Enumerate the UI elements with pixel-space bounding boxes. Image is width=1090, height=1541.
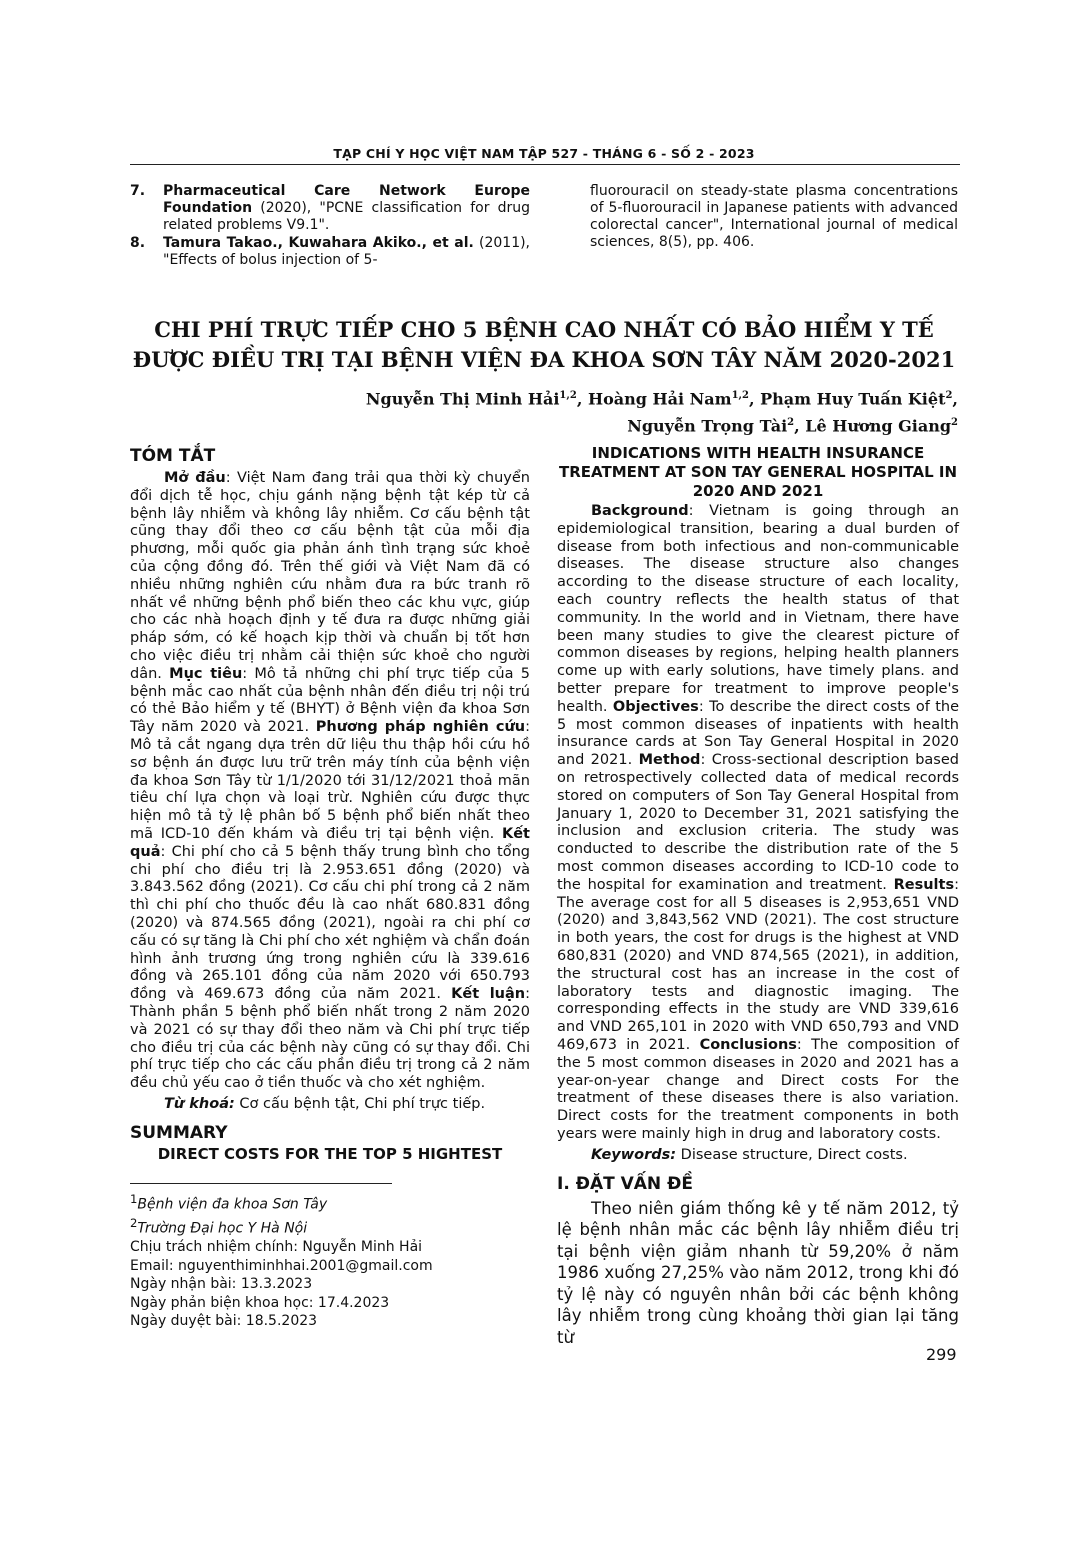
abstract-text: : Mô tả cắt ngang dựa trên dữ liệu thu thập hồi cứu hồ sơ bệnh án được lưu trữ trên máy tính của bệnh viện đa khoa Sơn Tây từ 1/1/2020 tới 31/12/2021 thoả mãn tiêu chí lựa chọn và loại trừ. Nghiên cứu được thực hiện mô tả tỷ lệ phân bố 5 bệnh phổ biến nhất theo mã ICD-10 đến khám và điều trị tại bệnh viện. [130, 719, 530, 842]
affiliation-1 [130, 1190, 530, 1214]
abstract-text: : Thành phần 5 bệnh phổ biến nhất trong 2 năm 2020 và 2021 có sự thay đổi theo năm và Chi phí trực tiếp cho điều trị của các bệnh này cũng có sự thay đổi. Chi phí trực tiếp cho các cấu phần điều trị trong cả 2 năm đều chủ yếu cao ở tiền thuốc và cho xét nghiệm. [130, 986, 530, 1092]
vn-abstract-heading: TÓM TẮT [130, 446, 216, 466]
received-date: Ngày nhận bài: 13.3.2023 [130, 1276, 313, 1293]
abstract-text: : Vietnam is going through an epidemiological transition, bearing a dual burden of disease from both infectious and non-communicable diseases. The disease structure also changes according to the disease structure of each locality, each country reflects the health status of that community. In the world and in Vietnam, there have been many studies to give the clearest picture of common diseases by regions, helping health planners come up with early solutions, have timely plans. and better prepare for treatment to improve people's health. [557, 503, 959, 715]
reference-authors: Pharmaceutical Care Network Europe Foundation [163, 183, 530, 216]
author-line-2 [366, 411, 958, 438]
abstract-text: : To describe the direct costs of the 5 most common diseases of inpatients with health insurance cards at Son Tay General Hospital in 2020 and 2021. [557, 698, 960, 769]
author-separator: , [576, 389, 588, 409]
vn-keywords [130, 1095, 530, 1113]
author-separator: , [748, 389, 761, 409]
reference-authors: Tamura Takao., Kuwahara Akiko., et al. [163, 235, 474, 251]
footnotes [130, 1190, 530, 1331]
author-affiliation: 1,2 [559, 390, 577, 401]
footnote-rule [130, 1183, 392, 1184]
keywords-label: Từ khoá: [164, 1095, 235, 1112]
reference-text: (2020), "PCNE classification for drug related problems V9.1". [163, 200, 530, 233]
title-line-1: CHI PHÍ TRỰC TIẾP CHO 5 BỆNH CAO NHẤT CÓ BẢO HIỂM Y TẾ [154, 317, 934, 342]
contact-email: Email: nguyenthiminhhai.2001@gmail.com [130, 1257, 433, 1274]
affiliation-text: Bệnh viện đa khoa Sơn Tây [137, 1196, 328, 1213]
left-column [130, 446, 530, 1164]
article-title [130, 315, 958, 375]
author-affiliation: 1,2 [731, 390, 749, 401]
author-affiliation: 2 [951, 417, 958, 429]
journal-header: TẠP CHÍ Y HỌC VIỆT NAM TẬP 527 - THÁNG 6 - SỐ 2 - 2023 [333, 146, 755, 161]
author-name: Lê Hương Giang [805, 416, 952, 436]
abstract-label: Results [893, 876, 955, 893]
abstract-label: Method [638, 752, 701, 769]
author-list [366, 384, 958, 439]
author-affiliation: 2 [945, 390, 953, 401]
header-rule [130, 164, 960, 165]
abstract-text: : Cross-sectional description based on retrospectively collected data of medical records stored on computers of Son Tay General Hospital from January 1, 2020 to December 31, 2021 satisfying the inclusion and exclusion criteria. The study was conducted to describe the distribution rate of the 5 most common diseases according to ICD-10 code to the hospital for examination and treatment. [557, 752, 959, 893]
author-name: Nguyễn Trọng Tài [627, 416, 788, 436]
author-separator: , [952, 389, 958, 409]
section-heading-introduction: I. ĐẶT VẤN ĐỀ [557, 1173, 693, 1194]
reference-number: 8. [130, 235, 146, 251]
abstract-text: : Chi phí cho cả 5 bệnh thấy trung bình cho tổng chi phí cho điều trị là 2.953.651 đồng (2020) và 3.843.562 đồng (2021). Cơ cấu chi phí trong cả 2 năm thì chi phí cho thuốc đều là cao nhất 680.831 đồng (2020) và 874.565 đồng (2021), ngoài ra chi phí cơ cấu có sự tăng là Chi phí cho xét nghiệm và chẩn đoán hình ảnh trương ứng trong nghiên cứu là 339.616 đồng và 265.101 đồng của năm 2020 với 650.793 đồng và 469.673 đồng của năm 2021. [130, 843, 530, 1003]
abstract-label: Mở đầu [164, 470, 226, 486]
reference-7 [130, 183, 530, 234]
en-keywords [557, 1146, 959, 1164]
introduction-text: Theo niên giám thống kê y tế năm 2012, tỷ lệ bệnh nhân mắc các bệnh lây nhiễm điều trị tại bệnh viện giảm nhanh từ 59,20% ở năm 1986 xuống 27,25% vào năm 2012, trong khi đó tỷ lệ này có nguyên nhân bởi các bệnh không lây nhiễm trong cùng khoảng thời gian lại tăng từ [557, 1198, 959, 1347]
en-abstract-body [557, 503, 959, 1144]
right-column [557, 444, 959, 1348]
summary-heading: SUMMARY [130, 1122, 228, 1143]
abstract-text: : Việt Nam đang trải qua thời kỳ chuyển đổi dịch tễ học, chịu gánh nặng bệnh tật kép từ cả bệnh lây nhiễm và không lây nhiễm. Cơ cấu bệnh tật cũng thay đổi theo cơ cấu bệnh tật của mỗi địa phương, mỗi quốc gia phản ánh tình trạng sức khoẻ của cộng đồng đó. Trên thế giới và Việt Nam đã có nhiều những nghiên cứu nhằm đưa ra bức tranh rõ nhất về những bệnh phổ biến theo các khu vực, giúp cho các nhà hoạch định y tế đưa ra được những giải pháp sớm, có kế hoạch kịp thời và chuẩn bị tốt hơn cho việc điều trị nhằm cải thiện sức khoẻ cho người dân. [130, 470, 530, 682]
affiliation-2 [130, 1214, 530, 1238]
affiliation-marker: 2 [130, 1216, 138, 1231]
abstract-label: Conclusions [699, 1036, 797, 1053]
accepted-date: Ngày duyệt bài: 18.5.2023 [130, 1313, 318, 1330]
keywords-label: Keywords: [591, 1146, 677, 1163]
author-affiliation: 2 [787, 417, 795, 429]
author-name: Nguyễn Thị Minh Hải [365, 389, 560, 409]
abstract-label: Mục tiêu [169, 665, 243, 682]
abstract-label: Phương pháp nghiên cứu [315, 719, 526, 736]
title-line-2: ĐƯỢC ĐIỀU TRỊ TẠI BỆNH VIỆN ĐA KHOA SƠN TÂY NĂM 2020-2021 [132, 347, 956, 372]
abstract-text: : The average cost for all 5 diseases is 2,953,651 VND (2020) and 3,843,562 VND (2021). The cost structure in both years, the cost for drugs is the highest at VND 680,831 (2020) and VND 874,565 (2021), in addition, the structural cost has an increase in the cost of laboratory tests and diagnostic imaging. The corresponding effects in the study are VND 339,616 and VND 265,101 in 2020 with VND 650,793 and VND 469,673 in 2021. [557, 876, 959, 1053]
affiliation-marker: 1 [130, 1192, 138, 1206]
summary-title-part-2: INDICATIONS WITH HEALTH INSURANCE TREATMENT AT SON TAY GENERAL HOSPITAL IN 2020 AND 2021 [558, 444, 957, 500]
author-separator: , [794, 416, 806, 436]
keywords-text: Disease structure, Direct costs. [676, 1146, 908, 1163]
reference-8-continued: fluorouracil on steady-state plasma concentrations of 5-fluorouracil in Japanese patients with advanced colorectal cancer", International journal of medical sciences, 8(5), pp. 406. [590, 183, 958, 250]
keywords-text: Cơ cấu bệnh tật, Chi phí trực tiếp. [234, 1095, 486, 1112]
abstract-text: : The composition of the 5 most common diseases in 2020 and 2021 has a year-on-year change and Direct costs For the treatment of these diseases there is also variation. Direct costs for the treatment components in both years were mainly high in drug and laboratory costs. [557, 1036, 959, 1142]
page-number: 299 [926, 1345, 957, 1364]
reference-8 [130, 235, 530, 269]
reviewed-date: Ngày phản biện khoa học: 17.4.2023 [130, 1294, 390, 1311]
reference-number: 7. [130, 183, 146, 199]
abstract-text: : Mô tả những chi phí trực tiếp của 5 bệnh mắc cao nhất của bệnh nhân đến điều trị nội trú có thẻ Bảo hiểm y tế (BHYT) ở Bệnh viện đa khoa Sơn Tây năm 2020 và 2021. [130, 665, 530, 736]
author-name: Phạm Huy Tuấn Kiệt [760, 389, 946, 409]
author-name: Hoàng Hải Nam [587, 389, 732, 409]
affiliation-text: Trường Đại học Y Hà Nội [137, 1220, 308, 1237]
vn-abstract-body [130, 470, 530, 1093]
abstract-label: Kết quả [130, 825, 530, 860]
summary-title-part-1: DIRECT COSTS FOR THE TOP 5 HIGHTEST [157, 1144, 503, 1163]
reference-text: (2011), "Effects of bolus injection of 5- [163, 235, 531, 268]
abstract-label: Objectives [612, 698, 699, 715]
abstract-label: Background [591, 503, 689, 519]
abstract-label: Kết luận [451, 986, 526, 1003]
corresponding-author: Chịu trách nhiệm chính: Nguyễn Minh Hải [130, 1239, 423, 1256]
author-line-1 [366, 384, 958, 411]
